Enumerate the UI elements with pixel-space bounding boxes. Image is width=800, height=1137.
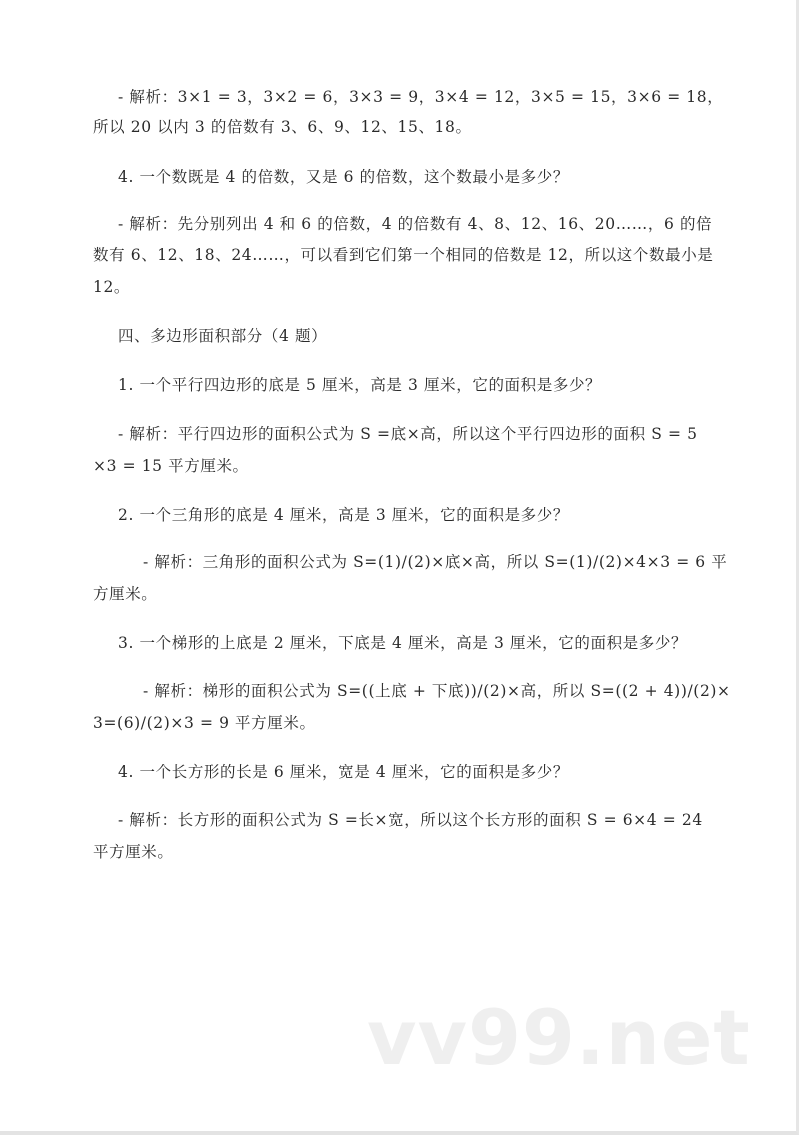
text-line-s4q3-analysis-2: 3=(6)/(2)×3 = 9 平方厘米。 xyxy=(93,714,316,732)
text-line-s4q1-question: 1. 一个平行四边形的底是 5 厘米，高是 3 厘米，它的面积是多少？ xyxy=(118,376,602,394)
text-line-s4q4-analysis-2: 平方厘米。 xyxy=(93,843,174,861)
text-line-s4q2-question: 2. 一个三角形的底是 4 厘米，高是 3 厘米，它的面积是多少？ xyxy=(118,506,569,524)
text-line-s3q4-analysis-2: 数有 6、12、18、24……，可以看到它们第一个相同的倍数是 12，所以这个数最小是 xyxy=(93,246,714,264)
watermark: vv99.net xyxy=(367,993,751,1082)
text-line-s3q3-analysis-2: 所以 20 以内 3 的倍数有 3、6、9、12、15、18。 xyxy=(93,118,472,136)
text-line-s4q2-analysis-1: - 解析：三角形的面积公式为 S=(1)/(2)×底×高，所以 S=(1)/(2)×4×3 = 6 平 xyxy=(143,553,728,571)
text-line-section4-heading: 四、多边形面积部分（4 题） xyxy=(118,327,328,345)
text-line-s4q1-analysis-1: - 解析：平行四边形的面积公式为 S =底×高，所以这个平行四边形的面积 S = 5 xyxy=(118,425,698,443)
text-line-s3q4-analysis-3: 12。 xyxy=(93,278,131,296)
text-line-s3q4-analysis-1: - 解析：先分别列出 4 和 6 的倍数，4 的倍数有 4、8、12、16、20……，6 的倍 xyxy=(118,215,713,233)
text-line-s3q4-question: 4. 一个数既是 4 的倍数，又是 6 的倍数，这个数最小是多少？ xyxy=(118,168,569,186)
text-line-s4q2-analysis-2: 方厘米。 xyxy=(93,585,158,603)
text-line-s4q3-question: 3. 一个梯形的上底是 2 厘米，下底是 4 厘米，高是 3 厘米，它的面积是多少？ xyxy=(118,634,688,652)
text-line-s3q3-analysis-1: - 解析：3×1 = 3，3×2 = 6，3×3 = 9，3×4 = 12，3×5 = 15，3×6 = 18， xyxy=(118,88,724,106)
text-line-s4q3-analysis-1: - 解析：梯形的面积公式为 S=((上底 + 下底))/(2)×高，所以 S=((2 + 4))/(2)× xyxy=(143,682,731,700)
text-line-s4q1-analysis-2: ×3 = 15 平方厘米。 xyxy=(93,457,249,475)
text-line-s4q4-analysis-1: - 解析：长方形的面积公式为 S =长×宽，所以这个长方形的面积 S = 6×4 = 24 xyxy=(118,811,703,829)
text-line-s4q4-question: 4. 一个长方形的长是 6 厘米，宽是 4 厘米，它的面积是多少？ xyxy=(118,763,569,781)
